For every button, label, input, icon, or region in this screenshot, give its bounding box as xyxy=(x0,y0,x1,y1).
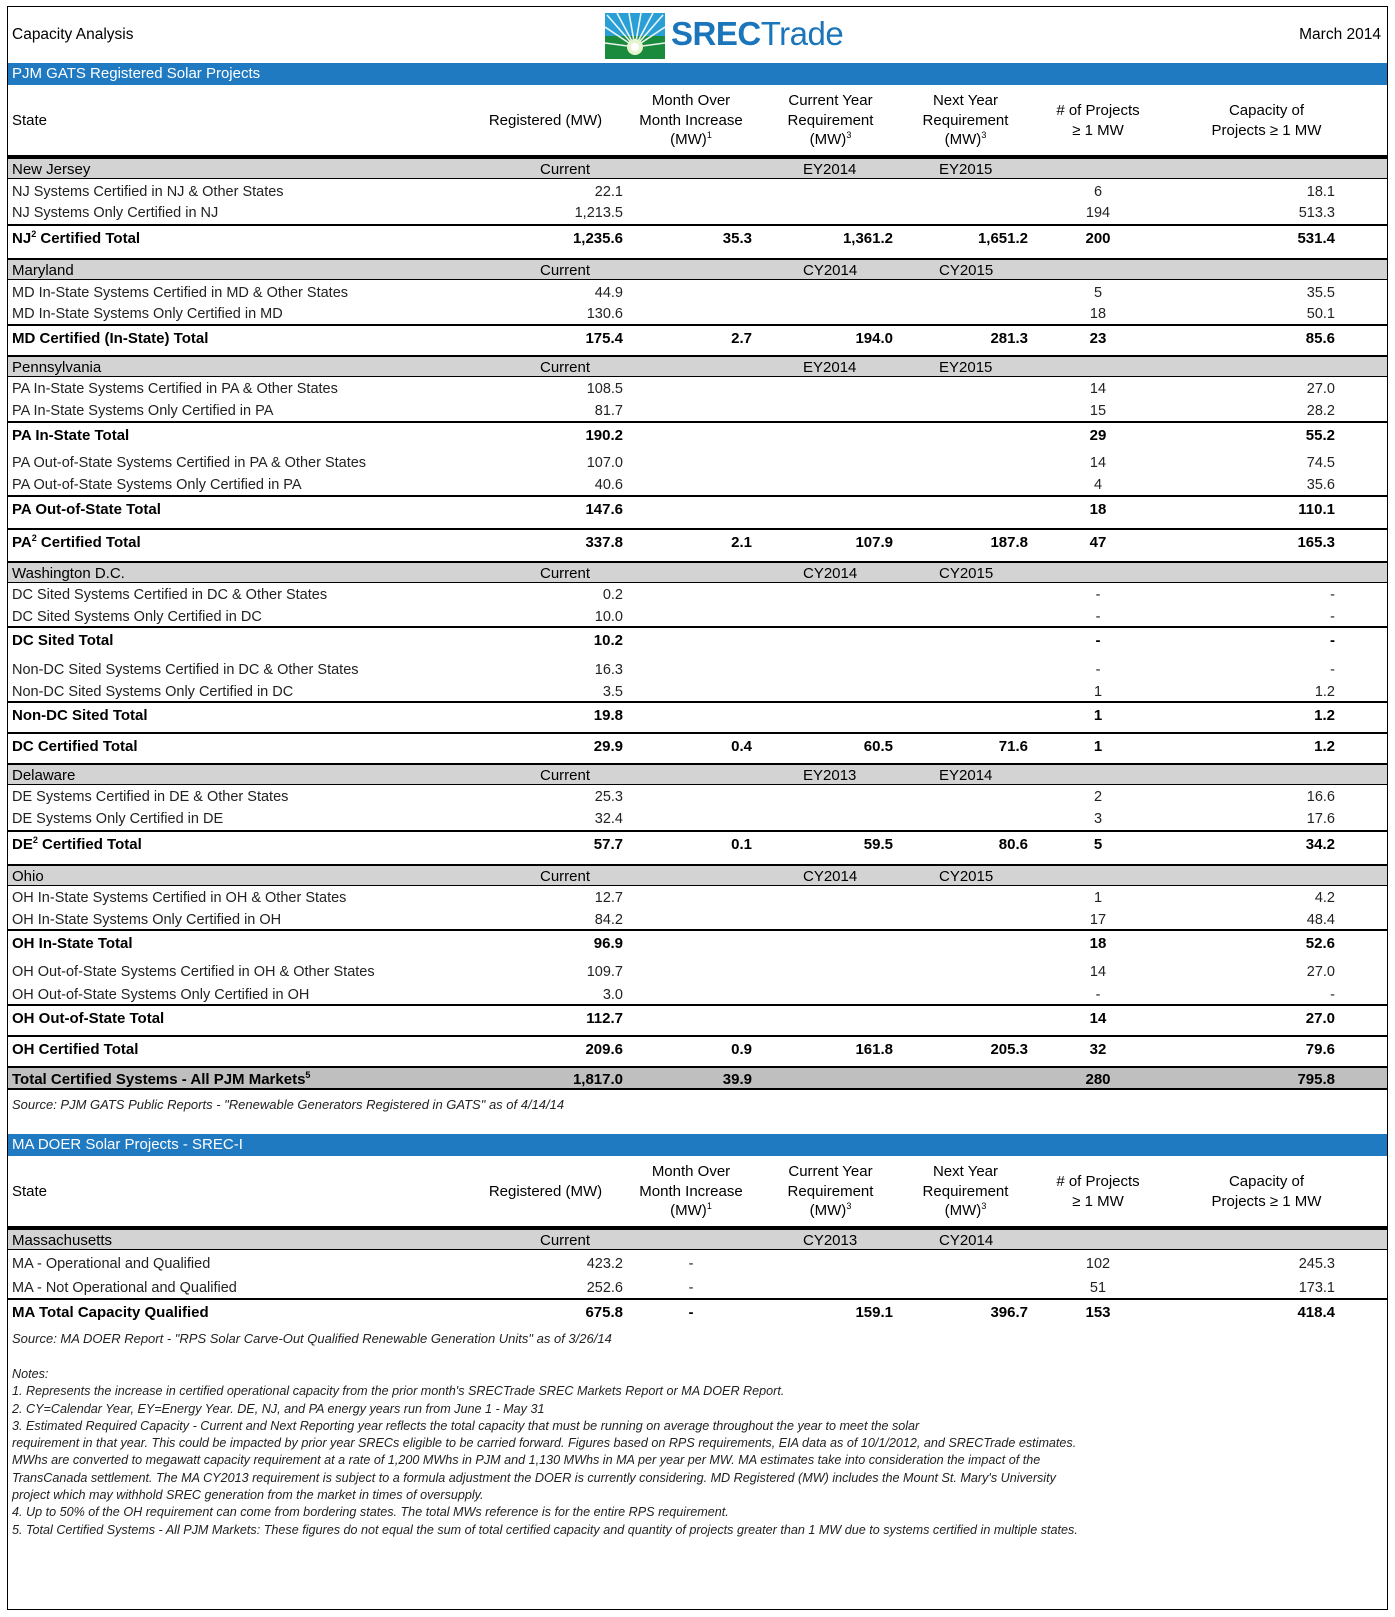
ma-column-header: State Registered (MW) Month Over Month Increase (MW)$^1$ Current Year Requirement (MW)$^3$ Next Year Requirement (MW)$^3$ # of Projects ≥ 1 MW Capacity of Projects ≥ 1 MW xyxy=(8,1156,1387,1228)
col-state: State xyxy=(12,112,48,129)
note-line: TransCanada settlement. The MA CY2013 requirement is subject to a formula adjustment the DOER is currently considering. MD Registered (MW) includes the Mount St. Mary's University xyxy=(12,1470,1056,1485)
table-row: Non-DC Sited Systems Certified in DC & Other States 16.3 - - xyxy=(12,662,1335,678)
note-line: project which may withhold SREC generation from the market in times of oversupply. xyxy=(12,1488,484,1503)
ma-source-note: Source: MA DOER Report - "RPS Solar Carve-Out Qualified Renewable Generation Units" as of 3/26/14 xyxy=(12,1331,612,1346)
srectrade-logo xyxy=(605,13,844,61)
pjm-section-title: PJM GATS Registered Solar Projects xyxy=(8,63,1387,85)
subtotal-row-pa-out: PA Out-of-State Total 147.6 18 110.1 xyxy=(8,495,1387,521)
table-row: DE Systems Certified in DE & Other States 25.3 2 16.6 xyxy=(12,789,1335,805)
table-row: NJ Systems Certified in NJ & Other States 22.1 6 18.1 xyxy=(12,184,1335,200)
table-row: MD In-State Systems Only Certified in MD 130.6 18 50.1 xyxy=(12,306,1335,322)
group-header-nj: New Jersey Current EY2014 EY2015 xyxy=(8,157,1387,179)
col-capacity: Capacity of Projects ≥ 1 MW xyxy=(1211,102,1322,139)
sun-burst-icon xyxy=(605,13,665,59)
col-projects: # of Projects ≥ 1 MW xyxy=(1056,102,1140,139)
total-row-de: $DE^2$ Certified Total 57.7 0.1 59.5 80.6 5 34.2 xyxy=(8,830,1387,856)
note-line: requirement in that year. This could be impacted by prior year SRECs eligible to be carried forward. Figures based on RPS requirements, EIA data as of 10/1/2012, and SRECTrade estimates. xyxy=(12,1436,1077,1451)
table-row: NJ Systems Only Certified in NJ 1,213.5 194 513.3 xyxy=(12,205,1335,221)
ma-section-title: MA DOER Solar Projects - SREC-I xyxy=(8,1134,1387,1156)
col-next-year-req: Next Year Requirement (MW)$^3$ xyxy=(922,92,1009,148)
subtotal-row-dc-sited: DC Sited Total 10.2 - - xyxy=(8,626,1387,652)
col-current-year-req: Current Year Requirement (MW)$^3$ xyxy=(787,92,874,148)
note-line: 2. CY=Calendar Year, EY=Energy Year. DE, NJ, and PA energy years run from June 1 - May 31 xyxy=(12,1401,545,1416)
table-row: DC Sited Systems Only Certified in DC 10.0 - - xyxy=(12,609,1335,625)
total-row-nj: $NJ^2$ Certified Total 1,235.6 35.3 1,361.2 1,651.2 200 531.4 xyxy=(8,224,1387,250)
group-header-pa: Pennsylvania Current EY2014 EY2015 xyxy=(8,355,1387,377)
note-line: 1. Represents the increase in certified operational capacity from the prior month's SRECTrade SREC Markets Report or MA DOER Report. xyxy=(12,1384,785,1399)
total-row-dc: DC Certified Total 29.9 0.4 60.5 71.6 1 1.2 xyxy=(8,732,1387,758)
note-line: MWhs are converted to megawatt capacity requirement at a rate of 1,200 MWhs in PJM and 1,130 MWhs in MA per year per MW. MA estimates take into consideration the impact of the xyxy=(12,1453,1041,1468)
notes xyxy=(8,1366,1387,1539)
total-row-oh: OH Certified Total 209.6 0.9 161.8 205.3 32 79.6 xyxy=(8,1035,1387,1061)
table-row: OH Out-of-State Systems Only Certified in OH 3.0 - - xyxy=(12,987,1335,1003)
group-header-oh: Ohio Current CY2014 CY2015 xyxy=(8,864,1387,886)
total-row-pa: $PA^2$ Certified Total 337.8 2.1 107.9 187.8 47 165.3 xyxy=(8,528,1387,554)
report-title: Capacity Analysis xyxy=(12,26,134,43)
table-row: MA - Operational and Qualified 423.2 - 102 245.3 xyxy=(12,1256,1335,1272)
table-row: PA Out-of-State Systems Only Certified in PA 40.6 4 35.6 xyxy=(12,477,1335,493)
pjm-column-header xyxy=(8,85,1387,157)
table-row: MA - Not Operational and Qualified 252.6 - 51 173.1 xyxy=(12,1280,1335,1296)
subtotal-row-pa-in: PA In-State Total 190.2 29 55.2 xyxy=(8,421,1387,447)
table-row: Non-DC Sited Systems Only Certified in DC 3.5 1 1.2 xyxy=(12,684,1335,700)
subtotal-row-oh-in: OH In-State Total 96.9 18 52.6 xyxy=(8,929,1387,955)
table-row: MD In-State Systems Certified in MD & Other States 44.9 5 35.5 xyxy=(12,285,1335,301)
note-line: 3. Estimated Required Capacity - Current and Next Reporting year reflects the total capacity that must be running on average throughout the year to meet the solar xyxy=(12,1418,920,1433)
grand-total-row: Total Certified Systems - All PJM Markets$^5$ 1,817.0 39.9 280 795.8 xyxy=(8,1066,1387,1090)
notes-title: Notes: xyxy=(12,1367,49,1381)
col-registered: Registered (MW) xyxy=(488,112,603,129)
table-row: DC Sited Systems Certified in DC & Other States 0.2 - - xyxy=(12,587,1335,603)
table-row: PA Out-of-State Systems Certified in PA & Other States 107.0 14 74.5 xyxy=(12,455,1335,471)
total-row-md: MD Certified (In-State) Total 175.4 2.7 194.0 281.3 23 85.6 xyxy=(8,324,1387,350)
report-date: March 2014 xyxy=(1299,26,1381,43)
table-row: PA In-State Systems Only Certified in PA 81.7 15 28.2 xyxy=(12,403,1335,419)
subtotal-row-oh-out: OH Out-of-State Total 112.7 14 27.0 xyxy=(8,1004,1387,1030)
table-row: OH In-State Systems Only Certified in OH 84.2 17 48.4 xyxy=(12,912,1335,928)
group-header-ma: Massachusetts Current CY2013 CY2014 xyxy=(8,1228,1387,1250)
pjm-source-note: Source: PJM GATS Public Reports - "Renewable Generators Registered in GATS" as of 4/14/14 xyxy=(12,1097,565,1112)
group-header-de: Delaware Current EY2013 EY2014 xyxy=(8,763,1387,785)
report-header xyxy=(8,7,1387,62)
table-row: OH In-State Systems Certified in OH & Other States 12.7 1 4.2 xyxy=(12,890,1335,906)
group-header-dc: Washington D.C. Current CY2014 CY2015 xyxy=(8,561,1387,583)
table-row: PA In-State Systems Certified in PA & Other States 108.5 14 27.0 xyxy=(12,381,1335,397)
note-line: 4. Up to 50% of the OH requirement can come from bordering states. The total MWs reference is for the entire RPS requirement. xyxy=(12,1505,729,1520)
logo-wordmark: SRECTrade xyxy=(671,15,844,52)
group-header-md: Maryland Current CY2014 CY2015 xyxy=(8,258,1387,280)
table-row: DE Systems Only Certified in DE 32.4 3 17.6 xyxy=(12,811,1335,827)
note-line: 5. Total Certified Systems - All PJM Markets: These figures do not equal the sum of total certified capacity and quantity of projects greater than 1 MW due to systems certified in multiple states. xyxy=(12,1522,1078,1537)
table-row: OH Out-of-State Systems Certified in OH & Other States 109.7 14 27.0 xyxy=(12,964,1335,980)
subtotal-row-non-dc-sited: Non-DC Sited Total 19.8 1 1.2 xyxy=(8,701,1387,727)
total-row-ma: MA Total Capacity Qualified 675.8 - 159.1 396.7 153 418.4 xyxy=(8,1298,1387,1324)
col-month-over-month: Month Over Month Increase (MW)$^1$ xyxy=(639,92,743,148)
